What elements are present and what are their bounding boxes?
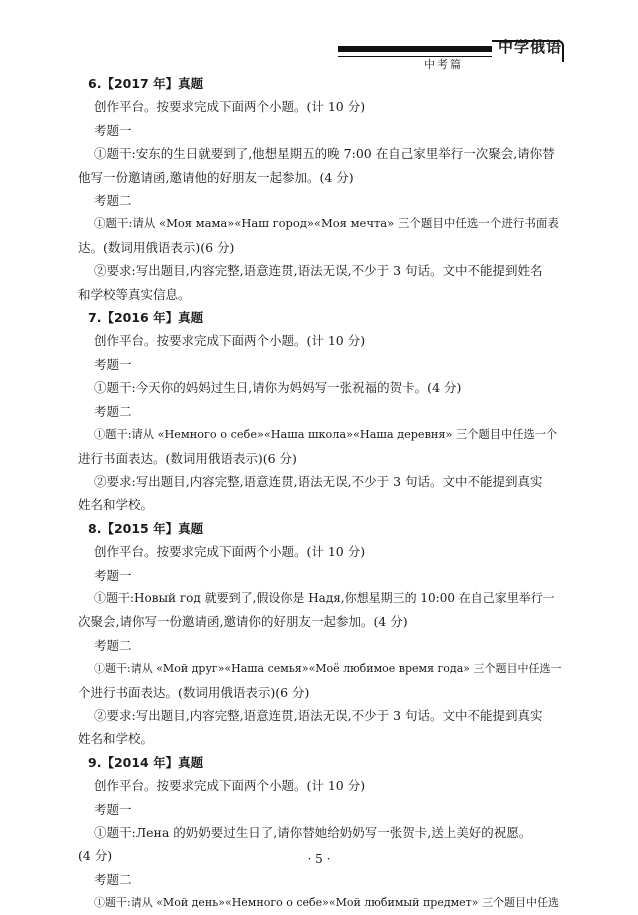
text-line: 考题一 — [94, 356, 132, 372]
text-line: 达。(数词用俄语表示)(6 分) — [78, 239, 235, 255]
section-heading: 8.【2015 年】真题 — [88, 520, 204, 536]
text-line: 创作平台。按要求完成下面两个小题。(计 10 分) — [94, 99, 366, 115]
text-line: ①题干:今天你的妈妈过生日,请你为妈妈写一张祝福的贺卡。(4 分) — [94, 380, 462, 396]
text-line: ①题干:安东的生日就要到了,他想星期五的晚 7:00 在自己家里举行一次聚会,请你替 — [94, 146, 555, 162]
header-subtitle: 中考篇 — [424, 58, 463, 71]
text-line: ①题干:请从 «Моя мама»«Наш город»«Моя мечта» 三个题目中任选一个进行书面表 — [94, 216, 559, 231]
text-line: 考题一 — [94, 567, 132, 583]
text-line: (4 分) — [78, 848, 113, 864]
question-section — [78, 517, 562, 751]
header-rule-thick — [338, 46, 498, 52]
text-line: 考题二 — [94, 871, 132, 887]
text-line: 创作平台。按要求完成下面两个小题。(计 10 分) — [94, 544, 366, 560]
text-line: 考题一 — [94, 122, 132, 138]
text-line: ①题干:请从 «Мой день»«Немного о себе»«Мой любимый предмет» 三个题目中任选 — [94, 896, 559, 910]
text-line: ①题干:请从 «Мой друг»«Наша семья»«Моё любимое время года» 三个题目中任选一 — [94, 662, 562, 676]
text-line: 考题二 — [94, 403, 132, 419]
text-line: ②要求:写出题目,内容完整,语意连贯,语法无误,不少于 3 句话。文中不能提到真实 — [94, 707, 543, 723]
text-line: 考题一 — [94, 801, 132, 817]
text-line: 次聚会,请你写一份邀请函,邀请你的好朋友一起参加。(4 分) — [78, 614, 408, 630]
text-line: 个进行书面表达。(数词用俄语表示)(6 分) — [78, 684, 310, 700]
text-line: ①题干:Лена 的奶奶要过生日了,请你替她给奶奶写一张贺卡,送上美好的祝愿。 — [94, 825, 532, 840]
text-line: ①题干:请从 «Немного о себе»«Наша школа»«Наша деревня» 三个题目中任选一个 — [94, 428, 558, 442]
text-line: 他写一份邀请函,邀请他的好朋友一起参加。(4 分) — [78, 169, 354, 185]
text-line: 考题二 — [94, 193, 132, 209]
header-title: 中学俄语 — [498, 38, 563, 56]
section-heading: 7.【2016 年】真题 — [88, 310, 204, 326]
text-line: 进行书面表达。(数词用俄语表示)(6 分) — [78, 450, 297, 466]
page-header — [0, 0, 638, 80]
question-section — [78, 306, 562, 517]
text-line: ②要求:写出题目,内容完整,语意连贯,语法无误,不少于 3 句话。文中不能提到姓名 — [94, 263, 543, 279]
text-line: 姓名和学校。 — [78, 497, 154, 513]
text-line: 创作平台。按要求完成下面两个小题。(计 10 分) — [94, 333, 366, 349]
page-number: · 5 · — [307, 852, 331, 866]
text-line: 和学校等真实信息。 — [78, 286, 191, 302]
document-body — [78, 72, 562, 915]
text-line: 创作平台。按要求完成下面两个小题。(计 10 分) — [94, 778, 366, 794]
text-line: ①题干:Новый год 就要到了,假设你是 Надя,你想星期三的 10:00 在自己家里举行一 — [94, 590, 555, 605]
section-heading: 9.【2014 年】真题 — [88, 754, 204, 770]
text-line: 姓名和学校。 — [78, 731, 154, 747]
question-section — [78, 751, 562, 915]
section-heading: 6.【2017 年】真题 — [88, 76, 204, 91]
question-section — [78, 72, 562, 306]
text-line: ②要求:写出题目,内容完整,语意连贯,语法无误,不少于 3 句话。文中不能提到真实 — [94, 473, 543, 489]
text-line: 考题二 — [94, 637, 132, 653]
